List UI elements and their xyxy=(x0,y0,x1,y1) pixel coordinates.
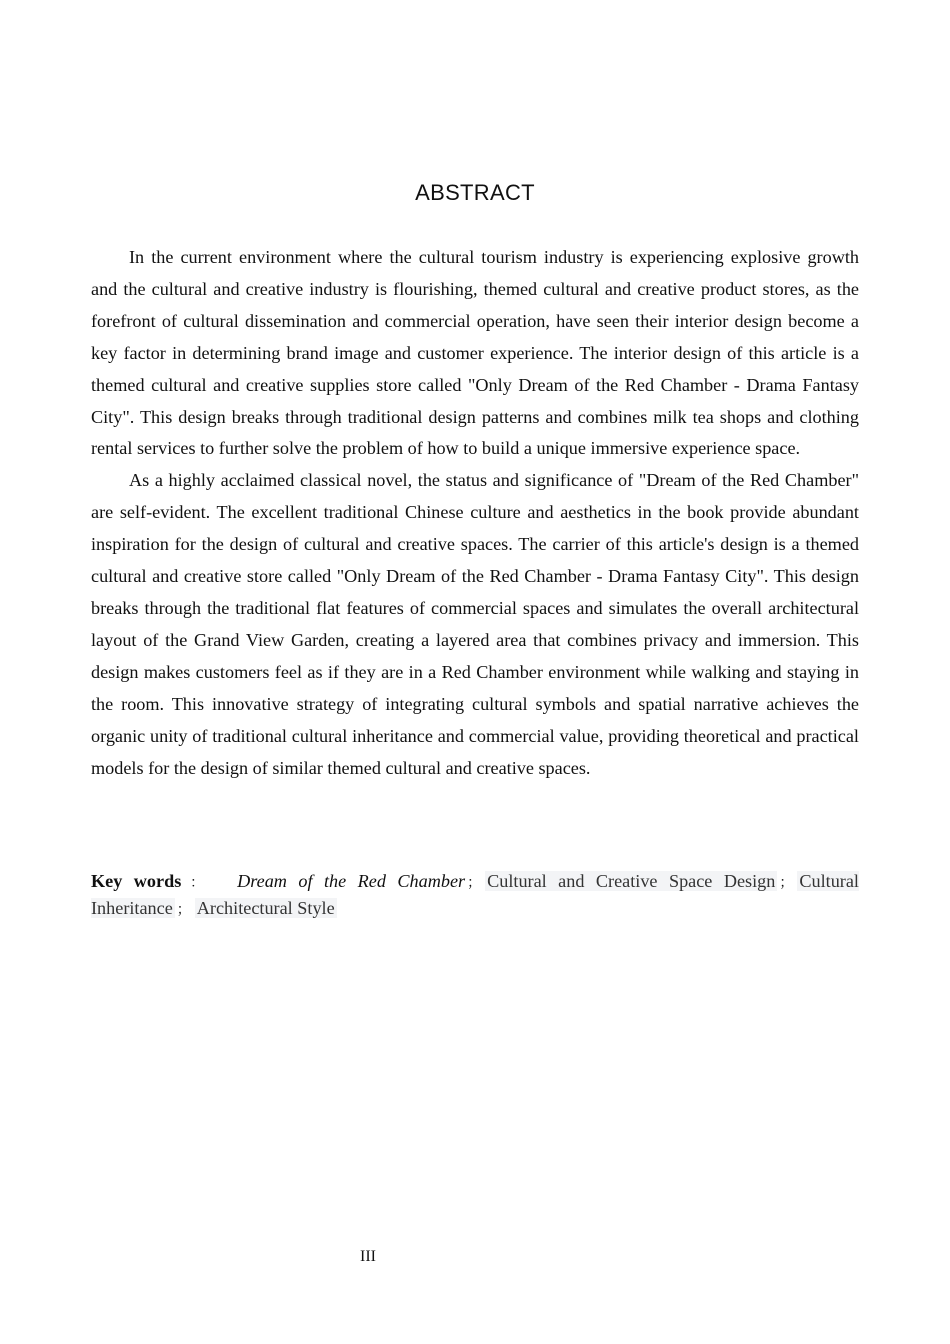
keyword-separator: ； xyxy=(467,876,482,891)
keywords-label: Key words xyxy=(91,871,182,891)
keyword-separator: ； xyxy=(779,876,794,891)
keyword-separator: ； xyxy=(176,903,191,918)
abstract-paragraph-1: In the current environment where the cultural tourism industry is experiencing explosive growth and the cultural and creative industry is flourishing, themed cultural and creative product stores, as the forefront of cultural dissemination and commercial operation, have seen their interior design become a key factor in determining brand image and customer experience. The interior design of this article is a themed cultural and creative supplies store called "Only Dream of the Red Chamber - Drama Fantasy City". This design breaks through traditional design patterns and combines milk tea shops and clothing rental services to further solve the problem of how to build a unique immersive experience space. xyxy=(91,247,859,459)
keywords-label-separator: ： xyxy=(183,876,212,891)
abstract-paragraph-2: As a highly acclaimed classical novel, the status and significance of "Dream of the Red Chamber" are self-evident. The excellent traditional Chinese culture and aesthetics in the book provide abundant inspiration for the design of cultural and creative spaces. The carrier of this article's design is a themed cultural and creative store called "Only Dream of the Red Chamber - Drama Fantasy City". This design breaks through the traditional flat features of commercial spaces and simulates the overall architectural layout of the Grand View Garden, creating a layered area that combines privacy and immersion. This design makes customers feel as if they are in a Red Chamber environment while walking and staying in the room. This innovative strategy of integrating cultural symbols and spatial narrative achieves the organic unity of traditional cultural inheritance and commercial value, providing theoretical and practical models for the design of similar themed cultural and creative spaces. xyxy=(91,470,859,778)
page-number: III xyxy=(360,1248,376,1265)
keyword-3: Cultural Inheritance xyxy=(91,871,859,918)
abstract-title: ABSTRACT xyxy=(415,180,535,205)
abstract-body xyxy=(91,242,859,784)
keyword-1: Dream of the Red Chamber xyxy=(237,871,466,891)
keyword-4: Architectural Style xyxy=(196,898,335,918)
keywords-line xyxy=(91,869,859,923)
keyword-2: Cultural and Creative Space Design xyxy=(487,871,776,891)
